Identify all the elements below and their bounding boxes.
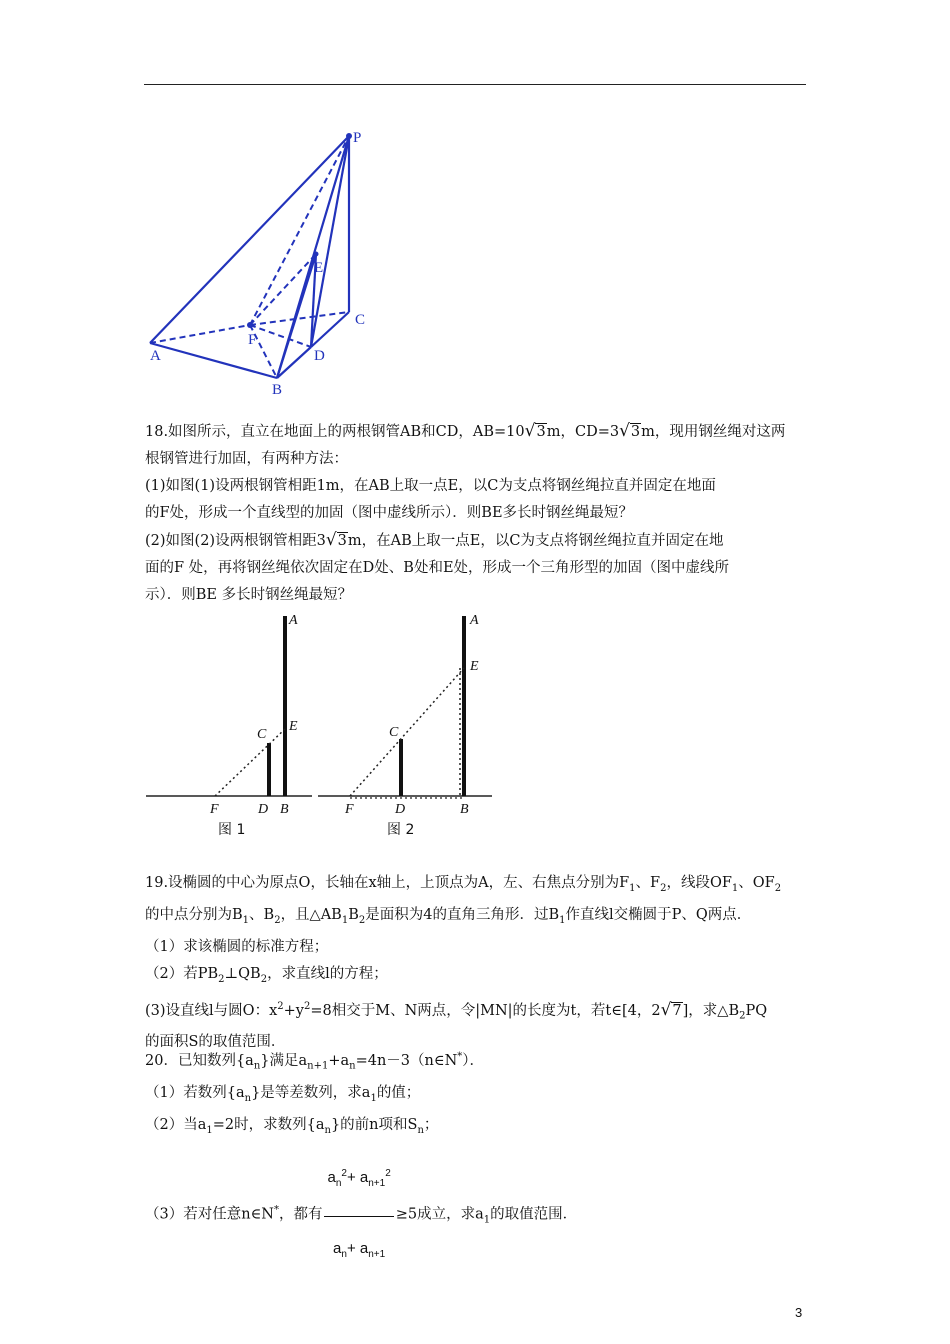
rope-fe-1 xyxy=(215,729,285,796)
figure-2 xyxy=(318,613,492,838)
q18-line7: 示）．则BE 多长时钢丝绳最短？ xyxy=(145,587,353,603)
label-p: P xyxy=(353,130,362,146)
question-19 xyxy=(145,870,810,1056)
fig1-label-f: F xyxy=(210,802,219,817)
question-18 xyxy=(145,418,810,609)
fig1-label-c: C xyxy=(257,727,267,742)
q19-line1: 19.设椭圆的中心为原点O，长轴在x轴上，上顶点为A，左、右焦点分别为$F_1$、$F_2$，线段$OF_1$、$OF_2$ xyxy=(145,875,782,894)
edge-ab xyxy=(150,343,277,378)
q18-line4: 的F处，形成一个直线型的加固（图中虚线所示）．则BE多长时钢丝绳最短？ xyxy=(145,505,634,521)
fraction xyxy=(324,1144,393,1285)
fraction-numerator: $a_n^2+ a_{n+1}^2$ xyxy=(324,1144,393,1217)
vertex-p xyxy=(346,133,352,139)
fig2-label-a: A xyxy=(470,613,479,628)
fig2-label-e: E xyxy=(470,659,479,674)
rope-fe-2 xyxy=(350,668,464,796)
label-b: B xyxy=(272,382,283,398)
sqrt-7: √7 xyxy=(660,999,682,1020)
q19-line6: 的面积S的取值范围． xyxy=(145,1034,286,1051)
fig1-label-a: A xyxy=(289,613,298,628)
fig2-label-d: D xyxy=(395,802,406,817)
q20-line3: （2）当$a_1=2$时，求数列$\{a_n\}$的前n项和$S_n$； xyxy=(145,1116,439,1136)
fraction-denominator: $a_n+ a_{n+1}$ xyxy=(333,1239,386,1260)
q18-line2: 根钢管进行加固，有两种方法： xyxy=(145,451,348,467)
q18-line1: 18.如图所示，直立在地面上的两根钢管AB和CD，AB=10√3m，CD=3√3m，现用钢丝绳对这两 xyxy=(145,418,810,446)
label-c: C xyxy=(355,312,366,328)
fig2-caption: 图 2 xyxy=(387,822,415,838)
fig1-label-d: D xyxy=(258,802,269,817)
figure-1 xyxy=(146,613,312,838)
fig2-label-b: B xyxy=(460,802,469,817)
pyramid-figure xyxy=(140,122,380,402)
vertex-f xyxy=(247,322,253,328)
sqrt-3: √3 xyxy=(524,421,546,441)
q19-line4: （2）若$PB_2\perp QB_2$，求直线l的方程； xyxy=(145,965,388,985)
fig2-label-c: C xyxy=(389,725,399,740)
dashed-fp xyxy=(250,136,349,325)
label-f: F xyxy=(248,332,257,348)
q19-line2: 的中点分别为$B_1$、$B_2$，且$\triangle AB_1B_2$是面积为4的直角三角形．过$B_1$作直线l交椭圆于P、Q两点． xyxy=(145,906,752,926)
header-rule xyxy=(144,84,806,85)
fig1-caption: 图 1 xyxy=(218,822,246,838)
sqrt-3: √3 xyxy=(325,530,347,550)
label-d: D xyxy=(314,348,325,364)
label-e: E xyxy=(314,260,324,276)
dashed-fe xyxy=(250,254,316,325)
fig2-label-f: F xyxy=(345,802,354,817)
q18-line5: (2)如图(2)设两根钢管相距3√3m，在AB上取一点E，以C为支点将钢丝绳拉直并固定在地 xyxy=(145,527,810,555)
sqrt-3: √3 xyxy=(619,421,641,441)
q20-line2: （1）若数列$\{a_n\}$是等差数列，求$a_1$的值； xyxy=(145,1084,421,1104)
q19-line3: （1）求该椭圆的标准方程； xyxy=(145,938,329,955)
question-20 xyxy=(145,1043,810,1285)
page-number: 3 xyxy=(795,1305,803,1320)
fig1-label-b: B xyxy=(280,802,289,817)
q20-line1: 20．已知数列$\{a_n\}$满足$a_{n+1}+a_n=4n-3(n\in N^*)$． xyxy=(145,1051,485,1072)
rods-figure xyxy=(140,606,500,846)
q18-line3: (1)如图(1)设两根钢管相距1m，在AB上取一点E，以C为支点将钢丝绳拉直并固定在地面 xyxy=(145,478,716,494)
label-a: A xyxy=(150,348,161,364)
vertex-e xyxy=(314,252,319,257)
q20-line4: （3）若对任意n∈N*，都有 $\frac{a_n^2+ a_{n+1}^2}{a_n+ a_{n+1}}$ ≥5成立，求$a_1$的取值范围． xyxy=(145,1144,810,1285)
fig1-label-e: E xyxy=(289,719,298,734)
q18-line6: 面的F 处，再将钢丝绳依次固定在D处、B处和E处，形成一个三角形型的加固（图中虚线所 xyxy=(145,560,730,576)
q19-line5: (3)设直线l与圆O：$x^2+y^2=8$相交于M、N两点，令|MN|的长度为t，若t∈[4，2√7]，求$\triangle B_2PQ$ xyxy=(145,993,810,1030)
dashed-fc xyxy=(250,312,349,325)
